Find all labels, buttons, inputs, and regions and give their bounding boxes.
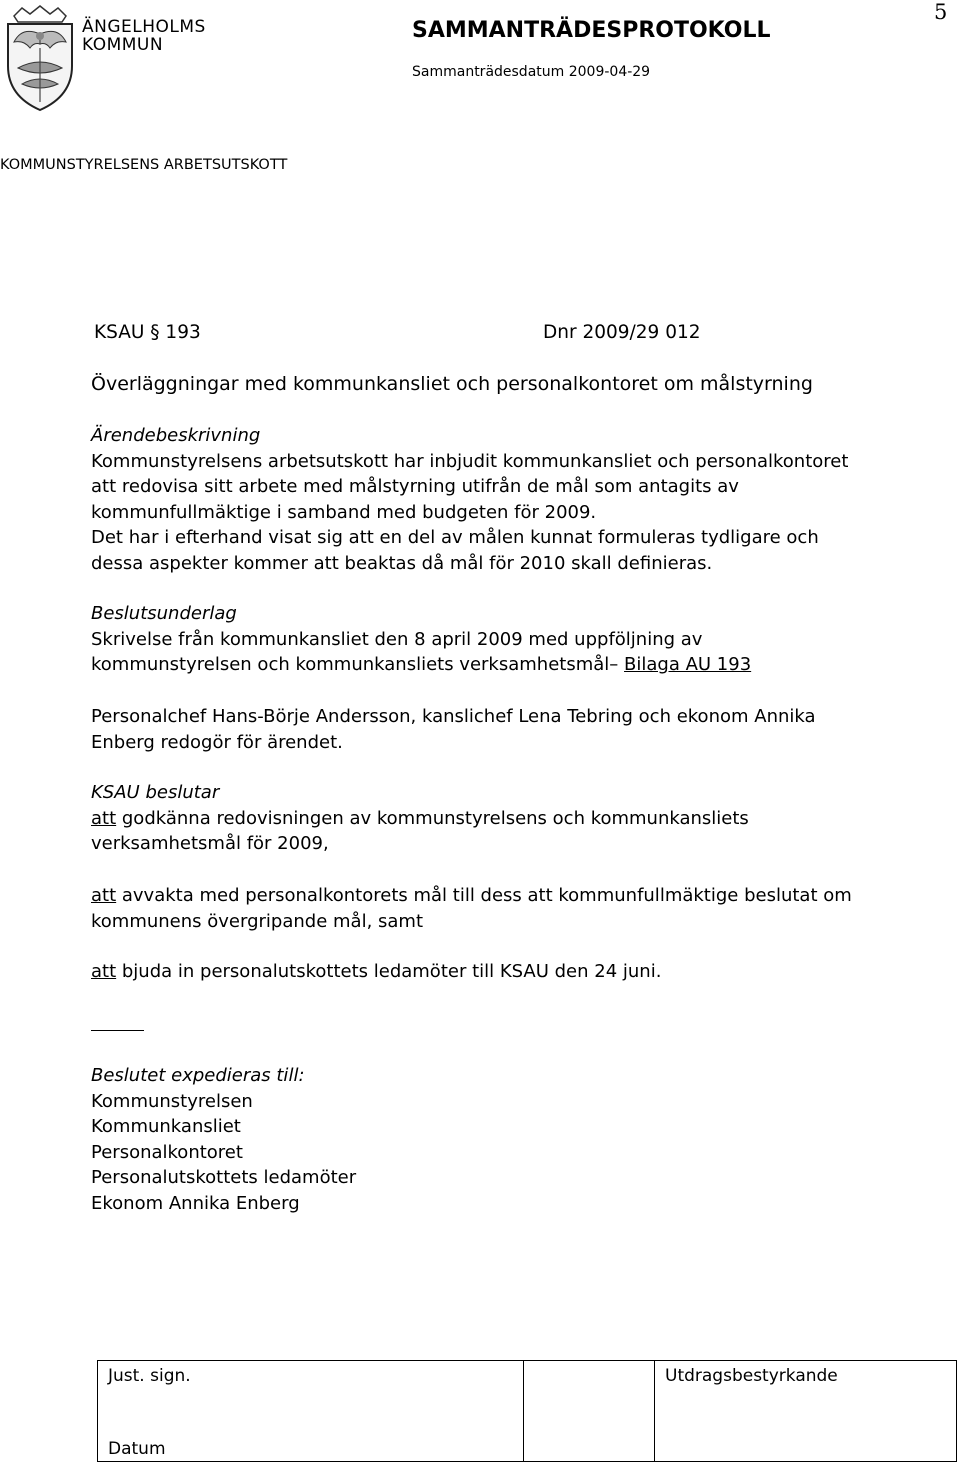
distribution-heading: Beslutet expedieras till: [91, 1065, 305, 1086]
recipient: Personalutskottets ledamöter [91, 1167, 357, 1188]
decision-text: verksamhetsmål för 2009, [91, 833, 329, 854]
decision-heading: KSAU beslutar [91, 782, 220, 803]
item-subject: Överläggningar med kommunkansliet och personalkontoret om målstyrning [91, 373, 813, 395]
just-sign-label: Just. sign. [108, 1366, 191, 1386]
decision-item-2-line [91, 883, 852, 909]
certified-copy-cell[interactable] [655, 1361, 957, 1462]
report-line: Personalchef Hans-Börje Andersson, kanslichef Lena Tebring och ekonom Annika [91, 706, 816, 727]
org-name-line1: ÄNGELHOLMS [82, 17, 206, 37]
decision-text: avvakta med personalkontorets mål till dess att kommunfullmäktige beslutat om [116, 885, 852, 906]
description-line: att redovisa sitt arbete med målstyrning utifrån de mål som antagits av [91, 476, 739, 497]
just-sign-cell[interactable] [98, 1361, 524, 1462]
description-section [91, 423, 848, 576]
decision-text: godkänna redovisningen av kommunstyrelsens och kommunkansliets [116, 807, 749, 829]
municipality-logo [0, 4, 206, 114]
distribution-section [91, 1063, 356, 1216]
decision-item-1 [91, 806, 749, 832]
recipient: Personalkontoret [91, 1141, 243, 1163]
att-marker: att [91, 885, 117, 906]
municipal-coat-of-arms-icon [0, 4, 80, 114]
basis-line-text: kommunstyrelsen och kommunkansliets verksamhetsmål– [91, 654, 619, 675]
document-title: SAMMANTRÄDESPROTOKOLL [412, 18, 771, 43]
registry-number: Dnr 2009/29 012 [543, 322, 701, 343]
decision-text: bjuda in personalutskottets ledamöter till KSAU den 24 juni. [116, 961, 662, 982]
recipient: Kommunkansliet [91, 1116, 241, 1137]
description-line: dessa aspekter kommer att beaktas då mål för 2010 skall definieras. [91, 552, 713, 574]
meeting-date: Sammanträdesdatum 2009-04-29 [412, 64, 651, 80]
decision-text: kommunens övergripande mål, samt [91, 910, 424, 932]
att-marker: att [91, 807, 117, 829]
report-section [91, 704, 816, 755]
page-number: 5 [934, 0, 948, 24]
recipient: Kommunstyrelsen [91, 1090, 253, 1112]
decision-item-2 [91, 883, 852, 934]
decision-item-3-line [91, 959, 661, 985]
report-line: Enberg redogör för ärendet. [91, 731, 343, 753]
description-line: kommunfullmäktige i samband med budgeten för 2009. [91, 501, 597, 523]
recipient: Ekonom Annika Enberg [91, 1192, 300, 1214]
basis-heading: Beslutsunderlag [91, 603, 237, 624]
section-divider [91, 1030, 144, 1031]
date-label: Datum [108, 1439, 166, 1459]
decision-item-3 [91, 959, 661, 985]
basis-section [91, 601, 751, 678]
signature-cell[interactable] [524, 1361, 655, 1462]
decision-section [91, 780, 749, 857]
certified-copy-label: Utdragsbestyrkande [665, 1366, 838, 1386]
basis-line [91, 652, 751, 678]
committee-name: KOMMUNSTYRELSENS ARBETSUTSKOTT [0, 157, 288, 173]
att-marker: att [91, 961, 117, 982]
basis-line: Skrivelse från kommunkansliet den 8 april 2009 med uppföljning av [91, 628, 703, 650]
description-line: Kommunstyrelsens arbetsutskott har inbjudit kommunkansliet och personalkontoret [91, 450, 849, 472]
signature-table [97, 1360, 957, 1462]
org-name-line2: KOMMUN [82, 35, 164, 55]
description-line: Det har i efterhand visat sig att en del av målen kunnat formuleras tydligare och [91, 527, 819, 548]
description-heading: Ärendebeskrivning [91, 425, 261, 446]
attachment-link[interactable]: Bilaga AU 193 [624, 654, 752, 675]
section-number: KSAU § 193 [94, 322, 201, 343]
